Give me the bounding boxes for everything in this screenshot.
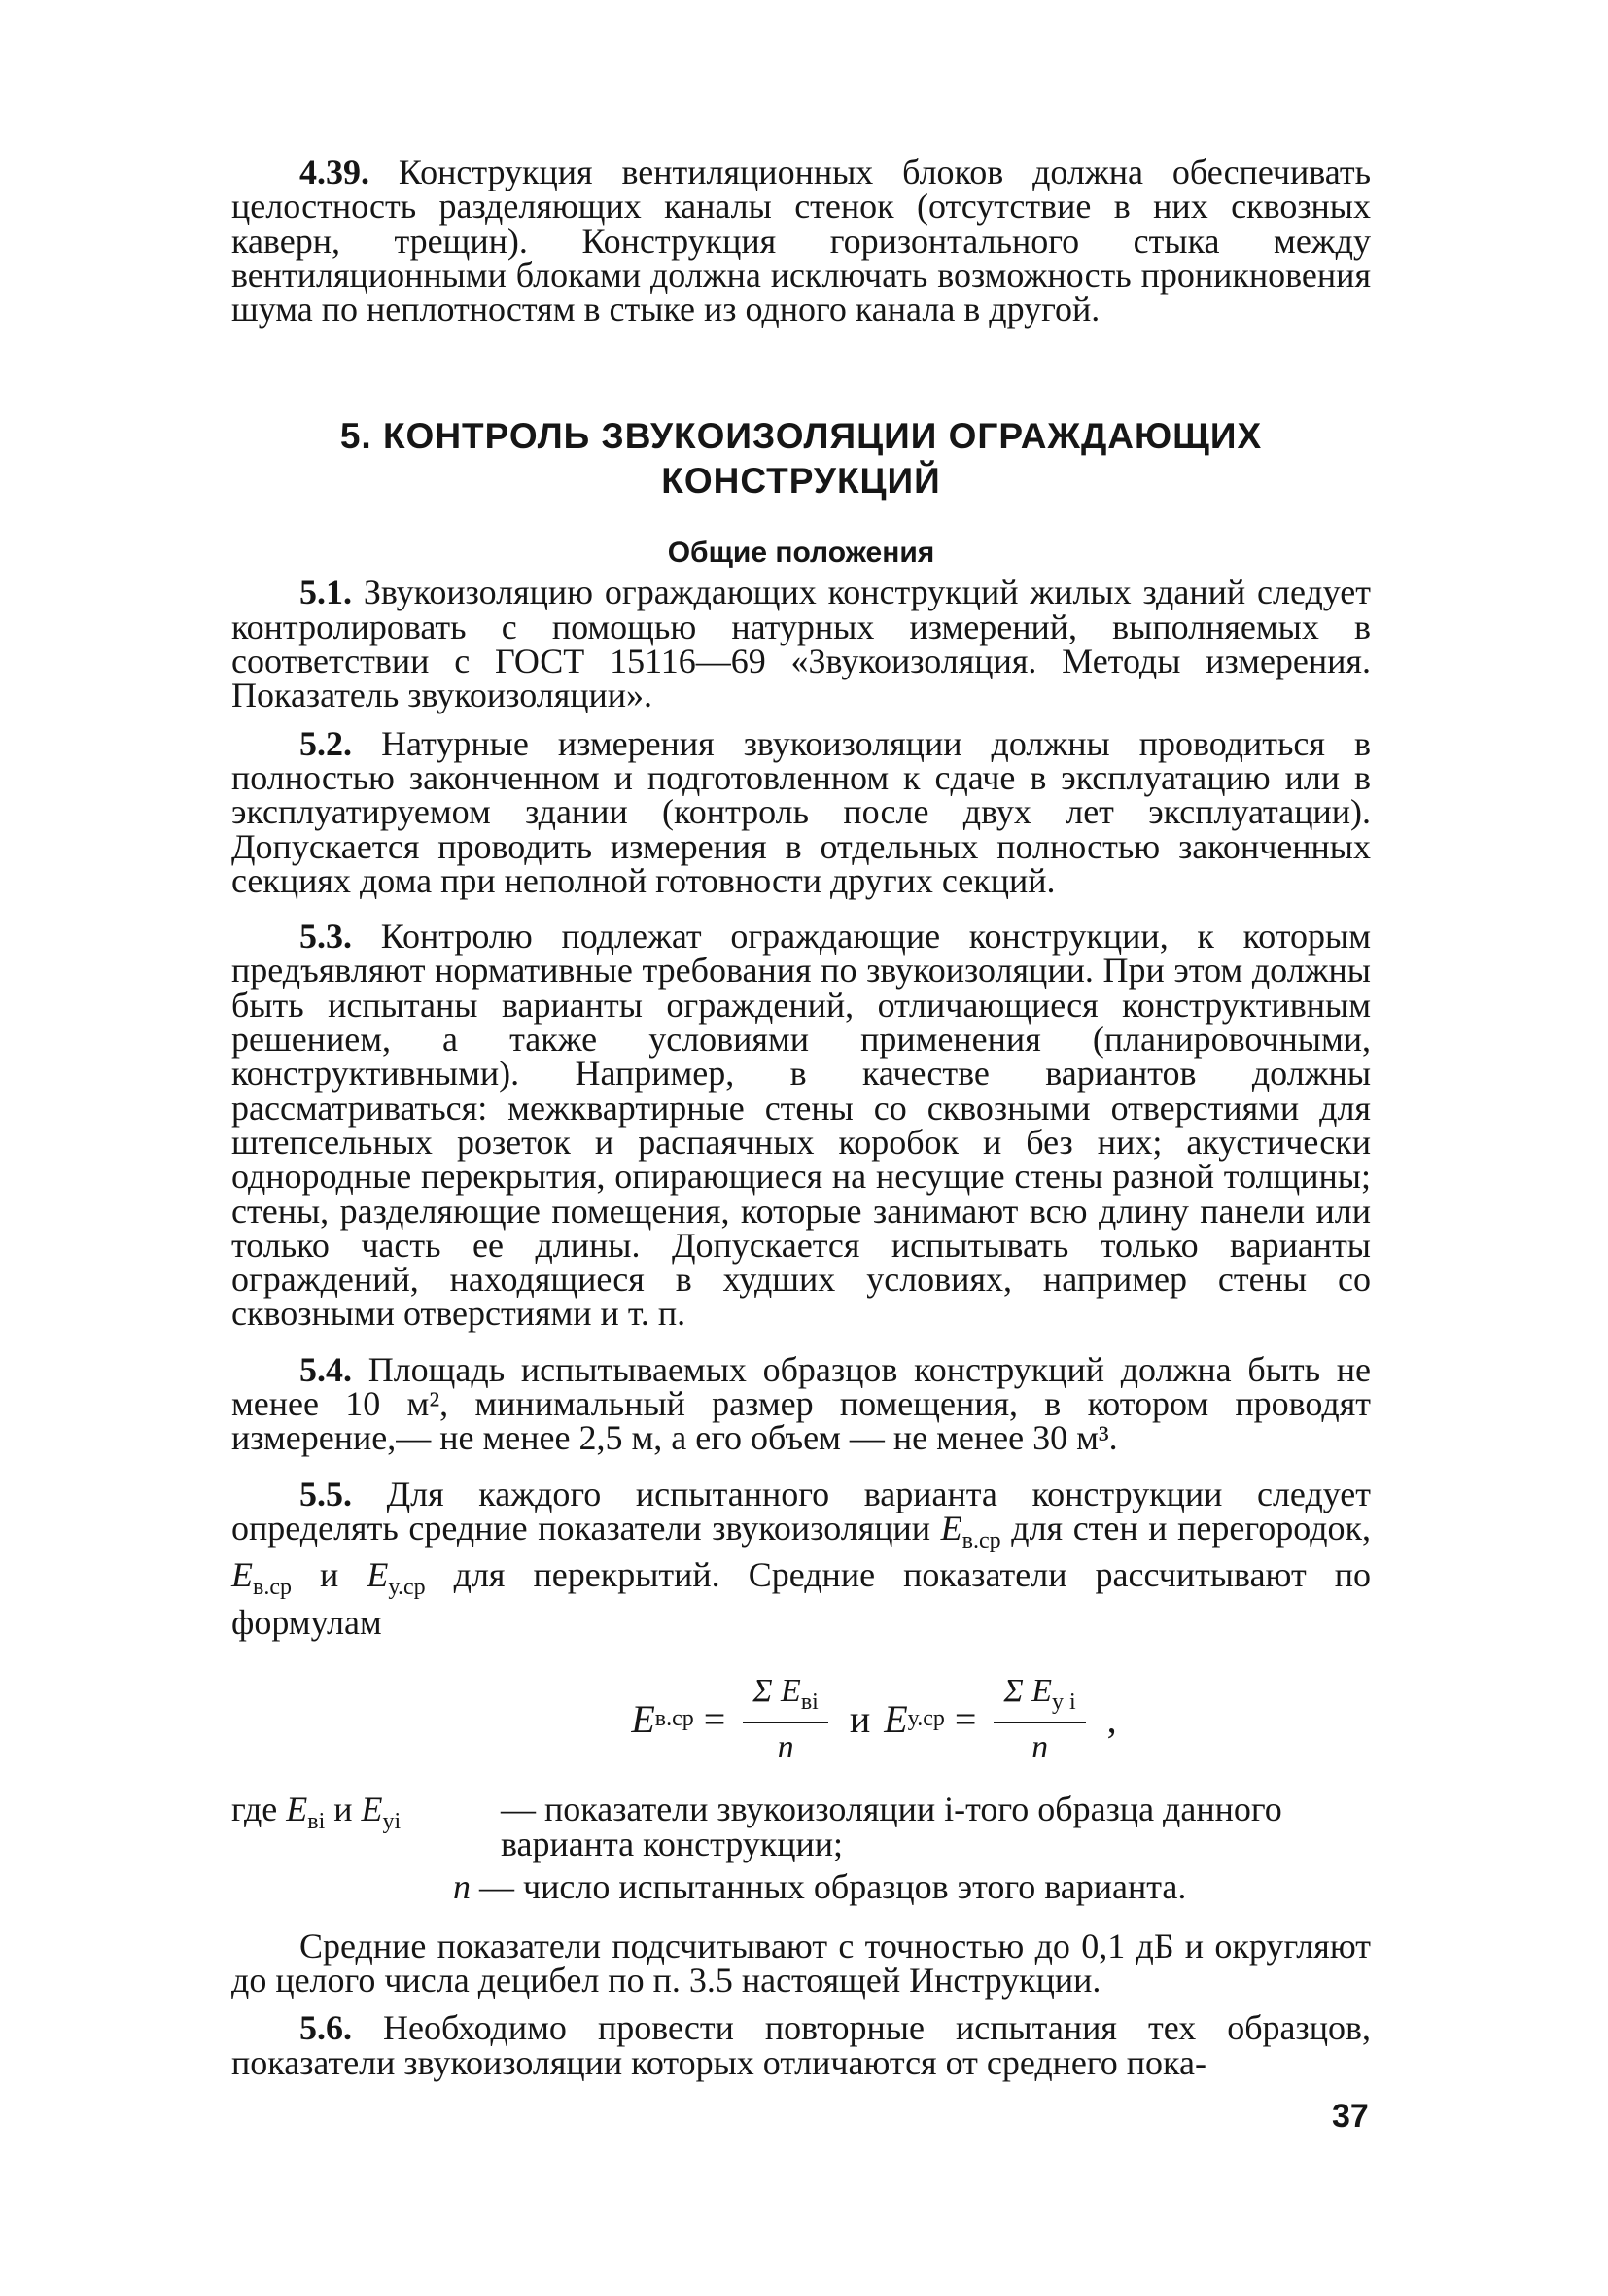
symbol-subscript: у.ср <box>388 1575 426 1601</box>
fraction-numerator <box>743 1673 827 1723</box>
paragraph-text: для стен и перегородок, <box>1000 1508 1371 1548</box>
symbol-subscript: вi <box>307 1808 326 1834</box>
paragraph-number: 5.3. <box>299 917 352 957</box>
paragraph-average <box>231 1926 1371 2000</box>
definition-row <box>231 1866 1371 1906</box>
definition-row <box>231 1789 1371 1863</box>
section-heading <box>231 414 1371 504</box>
symbol-subscript: в.ср <box>961 1527 1001 1553</box>
paragraph-text: Звукоизоляцию ограждающих конструкций жилых зданий следует контролировать с помощью натурных измерений, выполняемых в соответствии с ГОСТ 15116—69 «Звукоизоляция. Методы измерения. Показатель звукоизоляции». <box>231 573 1371 715</box>
paragraph-text: для перекрытий. Средние показатели рассчитывают по формулам <box>231 1555 1372 1642</box>
paragraph-5-4 <box>231 1349 1371 1458</box>
formula-lhs: E <box>631 1697 655 1742</box>
paragraph-5-1 <box>231 575 1371 713</box>
paragraph-number: 5.1. <box>299 573 352 612</box>
symbol-e: E <box>231 1555 253 1595</box>
paragraph-text: Контролю подлежат ограждающие конструкции, к которым предъявляют нормативные требования по звукоизоляции. При этом должны быть испытаны варианты ограждений, отличающиеся конструктивным решением, а также условиями применения (планировочными, конструктивными). Например, в качестве вариантов должны рассматриваться: межквартирные стены со сквозными отверстиями для штепсельных розеток и распаячных коробок и без них; акустически однородные перекрытия, опирающиеся на несущие стены разной толщины; стены, разделяющие помещения, которые занимают всю длину панели или только часть ее длины. Допускается испытывать только варианты ограждений, находящиеся в худших условиях, например стены со сквозными отверстиями и т. п. <box>231 917 1372 1334</box>
numerator-subscript: вi <box>800 1688 819 1715</box>
symbol-e: E <box>940 1508 962 1548</box>
symbol-e: E <box>367 1555 389 1595</box>
paragraph-text: Конструкция вентиляционных блоков должна обеспечивать целостность разделяющих каналы стенок (отсутствие в них сквозных каверн, трещин). Конструкция горизонтального стыка между вентиляционными блоками должна исключать возможность проникновения шума по неплотностям в стыке из одного канала в другой. <box>231 153 1371 330</box>
page-number: 37 <box>1332 2098 1369 2135</box>
paragraph-number: 5.4. <box>299 1349 352 1389</box>
symbol-n: n <box>453 1866 471 1906</box>
paragraph-text: Для каждого испытанного варианта конструкции следует определять средние показатели звукоизоляции <box>231 1474 1371 1548</box>
formula-lhs: E <box>884 1697 908 1742</box>
numerator-subscript: у i <box>1051 1688 1076 1715</box>
paragraph-number: 5.6. <box>299 2008 352 2048</box>
fraction-denominator: n <box>1031 1728 1049 1765</box>
symbol-subscript: в.ср <box>253 1575 292 1601</box>
formula-conjunction: и <box>849 1697 871 1742</box>
section-title-line-1: 5. КОНТРОЛЬ ЗВУКОИЗОЛЯЦИИ ОГРАЖДАЮЩИХ <box>339 416 1263 457</box>
paragraph-5-6 <box>231 2008 1372 2082</box>
formula-subscript: в.ср <box>654 1706 694 1732</box>
numerator-text: Σ E <box>1003 1672 1052 1709</box>
formula <box>377 1661 1371 1778</box>
paragraph-text: Натурные измерения звукоизоляции должны проводиться в полностью законченном и подготовленном к сдаче в эксплуатацию или в эксплуатируемом здании (контроль после двух лет эксплуатации). Допускается проводить измерения в отдельных полностью законченных секциях дома при неполной готовности других секций. <box>231 723 1372 900</box>
definition-text: — число испытанных образцов этого варианта. <box>479 1866 1187 1906</box>
definition-symbols <box>231 1789 501 1861</box>
where-word: где <box>231 1789 278 1828</box>
equals-sign: = <box>693 1697 736 1742</box>
section-title-line-2: КОНСТРУКЦИЙ <box>661 461 941 502</box>
definition-text: — показатели звукоизоляции i-того образца данного варианта конструкции; <box>501 1789 1282 1863</box>
formula-subscript: у.ср <box>907 1706 945 1732</box>
formula-fraction <box>994 1673 1085 1766</box>
paragraph-text: и <box>291 1555 367 1595</box>
paragraph-text: Средние показатели подсчитывают с точностью до 0,1 дБ и округляют до целого числа децибел по п. 3.5 настоящей Инструкции. <box>231 1926 1371 2000</box>
text-column <box>231 153 1372 2082</box>
paragraph-text: Площадь испытываемых образцов конструкций должна быть не менее 10 м², минимальный размер помещения, в котором проводят измерение,— не менее 2,5 м, а его объем — не менее 30 м³. <box>231 1349 1371 1458</box>
paragraph-5-2 <box>231 723 1372 900</box>
symbol-e: E <box>361 1789 383 1828</box>
equals-sign: = <box>944 1697 987 1742</box>
symbol-subscript: уi <box>382 1808 402 1834</box>
paragraph-5-3 <box>231 917 1372 1334</box>
paragraph-number: 4.39. <box>299 153 369 191</box>
formula-comma: , <box>1106 1697 1117 1742</box>
paragraph-4-39 <box>231 153 1371 330</box>
fraction-numerator <box>994 1673 1085 1723</box>
numerator-text: Σ E <box>752 1672 801 1709</box>
formula-definitions <box>231 1789 1371 1906</box>
conjunction: и <box>333 1789 353 1828</box>
paragraph-number: 5.2. <box>299 723 352 763</box>
paragraph-5-5 <box>231 1474 1372 1642</box>
section-subheading: Общие положения <box>667 537 935 570</box>
fraction-denominator: n <box>777 1728 794 1765</box>
formula-fraction <box>743 1673 827 1766</box>
paragraph-text: Необходимо провести повторные испытания тех образцов, показатели звукоизоляции которых отличаются от среднего пока- <box>231 2008 1372 2082</box>
paragraph-number: 5.5. <box>299 1474 352 1513</box>
symbol-e: E <box>286 1789 308 1828</box>
